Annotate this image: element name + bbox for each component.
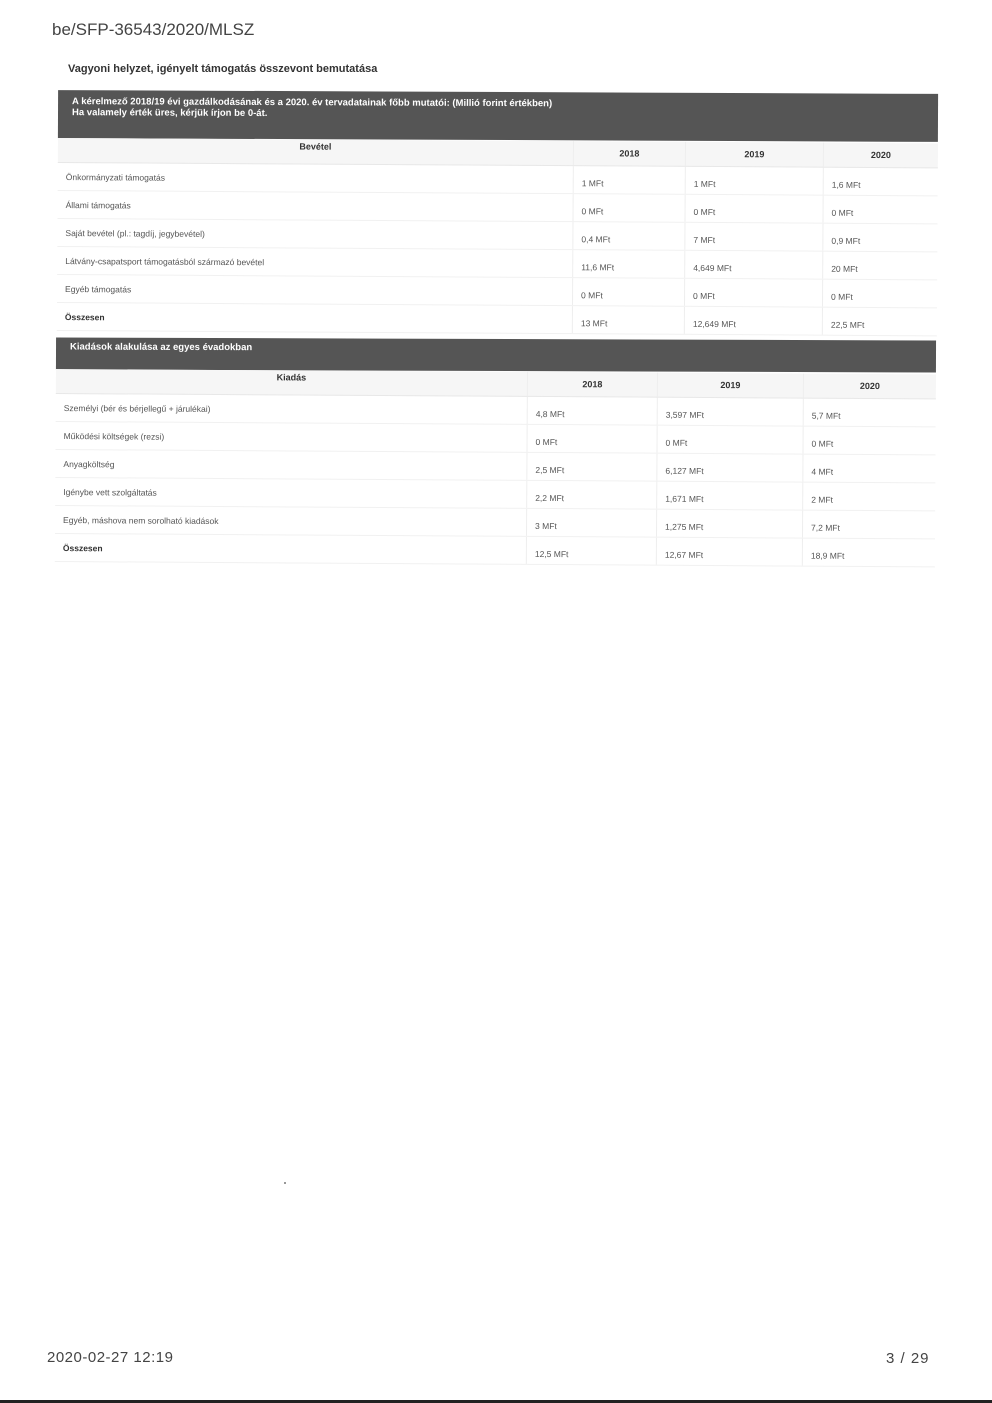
row-label: Egyéb támogatás (57, 275, 573, 305)
value-2019: 4,649 MFt (685, 251, 823, 279)
value-2018: 3 MFt (527, 509, 657, 537)
value-2020: 18,9 MFt (810, 550, 845, 561)
value-2019: 1,275 MFt (657, 510, 803, 538)
value-2018: 4,8 MFt (528, 397, 658, 425)
value-2018: 2,2 MFt (527, 481, 657, 509)
expenses-banner: Kiadások alakulása az egyes évadokban (56, 337, 936, 372)
value-2020: 0 MFt (831, 207, 854, 218)
page-number: 3 / 29 (886, 1350, 930, 1367)
value-2020: 4 MFt (811, 466, 834, 477)
expenses-header-2020: 2020 (859, 380, 880, 392)
value-2020: 20 MFt (831, 263, 858, 274)
value-2018: 0,4 MFt (573, 222, 685, 250)
value-2020: 5,7 MFt (811, 410, 841, 421)
row-label: Összesen (57, 303, 573, 333)
scan-speck (284, 1182, 286, 1184)
document-id: be/SFP-36543/2020/MLSZ (52, 20, 255, 39)
value-2019: 0 MFt (685, 279, 823, 307)
expenses-header-2019: 2019 (658, 373, 804, 398)
income-header-2020: 2020 (870, 149, 891, 161)
value-2019: 6,127 MFt (657, 454, 803, 482)
row-label: Önkormányzati támogatás (58, 163, 574, 193)
value-2018: 1 MFt (574, 166, 686, 194)
value-2019: 12,67 MFt (657, 538, 803, 566)
row-label: Személyi (bér és bérjellegű + járulékai) (56, 394, 528, 424)
expenses-header-2018: 2018 (528, 372, 658, 397)
value-2018: 11,6 MFt (573, 250, 685, 278)
value-2019: 7 MFt (685, 223, 823, 251)
value-2019: 1,671 MFt (657, 482, 803, 510)
value-2020: 22,5 MFt (830, 319, 865, 330)
value-2020: 1,6 MFt (831, 179, 861, 190)
total-row (57, 303, 937, 336)
value-2020: 0,9 MFt (831, 235, 861, 246)
value-2018: 13 MFt (573, 306, 685, 334)
row-label: Egyéb, máshova nem sorolható kiadások (55, 506, 527, 536)
section-title: Vagyoni helyzet, igényelt támogatás összevont bemutatása (68, 63, 378, 75)
value-2018: 2,5 MFt (527, 453, 657, 481)
value-2018: 0 MFt (528, 425, 658, 453)
value-2019: 12,649 MFt (685, 307, 823, 335)
value-2020: 0 MFt (811, 438, 834, 449)
income-banner (58, 90, 938, 142)
value-2019: 1 MFt (686, 167, 824, 195)
value-2019: 0 MFt (658, 426, 804, 454)
value-2019: 0 MFt (685, 195, 823, 223)
row-label: Anyagköltség (55, 450, 527, 480)
income-banner-line-1: A kérelmező 2018/19 évi gazdálkodásának és a 2020. év tervadatainak főbb mutatói: (Millió forint értékben) (72, 96, 553, 110)
row-label: Összesen (55, 534, 527, 564)
value-2020: 7,2 MFt (811, 522, 840, 533)
expenses-header-label: Kiadás (56, 369, 528, 396)
row-label: Igénybe vett szolgáltatás (55, 478, 527, 508)
value-2019: 3,597 MFt (658, 398, 804, 426)
value-2020: 2 MFt (811, 494, 833, 505)
row-label: Működési költségek (rezsi) (56, 422, 528, 452)
income-header-label: Bevétel (58, 138, 574, 165)
total-row (55, 534, 935, 567)
value-2018: 0 MFt (573, 278, 685, 306)
row-label: Állami támogatás (58, 191, 574, 221)
value-2018: 12,5 MFt (527, 537, 657, 565)
value-2018: 0 MFt (574, 194, 686, 222)
income-header-2019: 2019 (686, 142, 824, 167)
row-label: Saját bevétel (pl.: tagdíj, jegybevétel) (57, 219, 573, 249)
row-label: Látvány-csapatsport támogatásból származó bevétel (57, 247, 573, 277)
income-header-2018: 2018 (574, 141, 686, 166)
footer-datetime: 2020-02-27 12:19 (47, 1349, 174, 1366)
income-banner-line-2: Ha valamely érték üres, kérjük írjon be 0-át. (71, 107, 268, 119)
expenses-table (55, 369, 936, 567)
income-table (57, 138, 938, 336)
value-2020: 0 MFt (831, 291, 853, 302)
